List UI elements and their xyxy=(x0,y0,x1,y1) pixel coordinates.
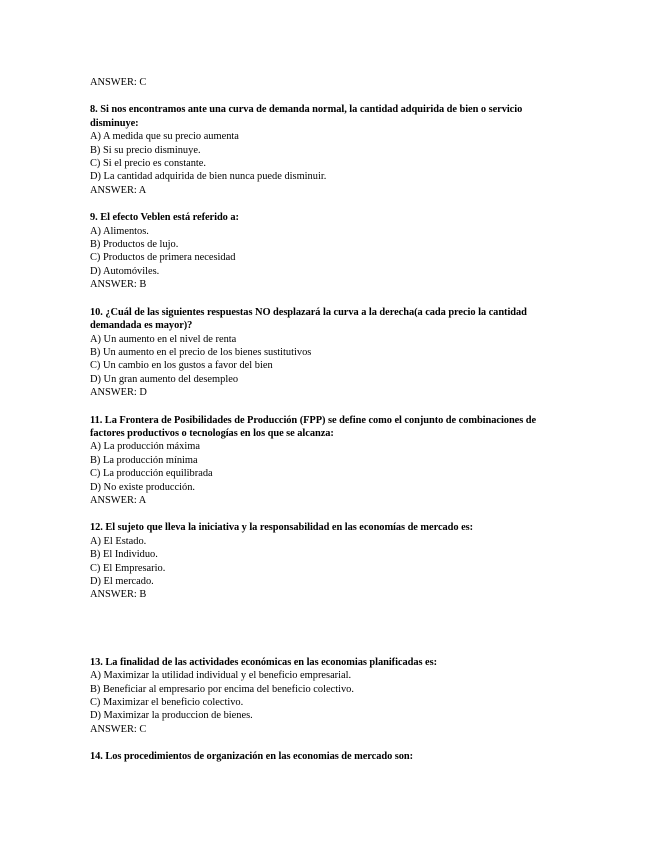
option-d: D) Maximizar la produccion de bienes. xyxy=(90,710,253,722)
option-c: C) Productos de primera necesidad xyxy=(90,252,236,264)
question-item-9 xyxy=(90,211,560,291)
answer-line: ANSWER: B xyxy=(90,589,147,601)
question-item-11 xyxy=(90,414,560,508)
question-text: 10. ¿Cuál de las siguientes respuestas NO desplazará la curva a la derecha(a cada precio la cantidad demandada es mayor)? xyxy=(90,306,527,332)
answer-line: ANSWER: B xyxy=(90,279,147,291)
question-list xyxy=(90,76,560,764)
question-text: 11. La Frontera de Posibilidades de Producción (FPP) se define como el conjunto de combinaciones de factores productivos o tecnologías en los que se alcanza: xyxy=(90,414,537,439)
question-item-13 xyxy=(90,656,560,736)
option-b: B) Beneficiar al empresario por encima del beneficio colectivo. xyxy=(90,683,354,695)
option-a: A) La producción máxima xyxy=(90,441,200,453)
option-a: A) Alimentos. xyxy=(90,225,149,237)
option-c: C) Si el precio es constante. xyxy=(90,158,206,170)
option-c: C) Maximizar el beneficio colectivo. xyxy=(90,697,244,709)
option-b: B) Un aumento en el precio de los bienes sustitutivos xyxy=(90,346,312,358)
question-text: 8. Si nos encontramos ante una curva de demanda normal, la cantidad adquirida de bien o servicio disminuye: xyxy=(90,104,523,129)
answer-line: ANSWER: D xyxy=(90,387,147,399)
option-a: A) El Estado. xyxy=(90,535,147,547)
option-a: A) A medida que su precio aumenta xyxy=(90,131,239,143)
option-c: C) El Empresario. xyxy=(90,562,166,574)
option-c: C) La producción equilibrada xyxy=(90,468,213,480)
option-d: D) Automóviles. xyxy=(90,265,160,277)
answer-line: ANSWER: C xyxy=(90,723,147,735)
option-b: B) El Individuo. xyxy=(90,549,158,561)
option-b: B) Si su precio disminuye. xyxy=(90,144,201,156)
option-c: C) Un cambio en los gustos a favor del bien xyxy=(90,360,273,372)
option-a: A) Un aumento en el nivel de renta xyxy=(90,333,237,345)
option-d: D) La cantidad adquirida de bien nunca puede disminuir. xyxy=(90,171,327,183)
question-item-8 xyxy=(90,103,560,197)
option-a: A) Maximizar la utilidad individual y el beneficio empresarial. xyxy=(90,670,352,682)
answer-line: ANSWER: A xyxy=(90,494,147,506)
question-item-12 xyxy=(90,521,560,601)
option-b: B) La producción mínima xyxy=(90,454,198,466)
answer-line: ANSWER: A xyxy=(90,184,147,196)
option-d: D) Un gran aumento del desempleo xyxy=(90,373,239,385)
question-text: 9. El efecto Veblen está referido a: xyxy=(90,212,239,224)
option-b: B) Productos de lujo. xyxy=(90,239,179,251)
option-d: D) No existe producción. xyxy=(90,481,196,493)
previous-answer: ANSWER: C xyxy=(90,77,147,88)
question-item-10 xyxy=(90,306,560,400)
question-text: 12. El sujeto que lleva la iniciativa y la responsabilidad en las economías de mercado es: xyxy=(90,522,474,534)
question-text: 14. Los procedimientos de organización en las economias de mercado son: xyxy=(90,751,414,763)
option-d: D) El mercado. xyxy=(90,576,154,587)
question-text: 13. La finalidad de las actividades económicas en las economias planificadas es: xyxy=(90,656,437,668)
question-item-14 xyxy=(90,750,560,763)
